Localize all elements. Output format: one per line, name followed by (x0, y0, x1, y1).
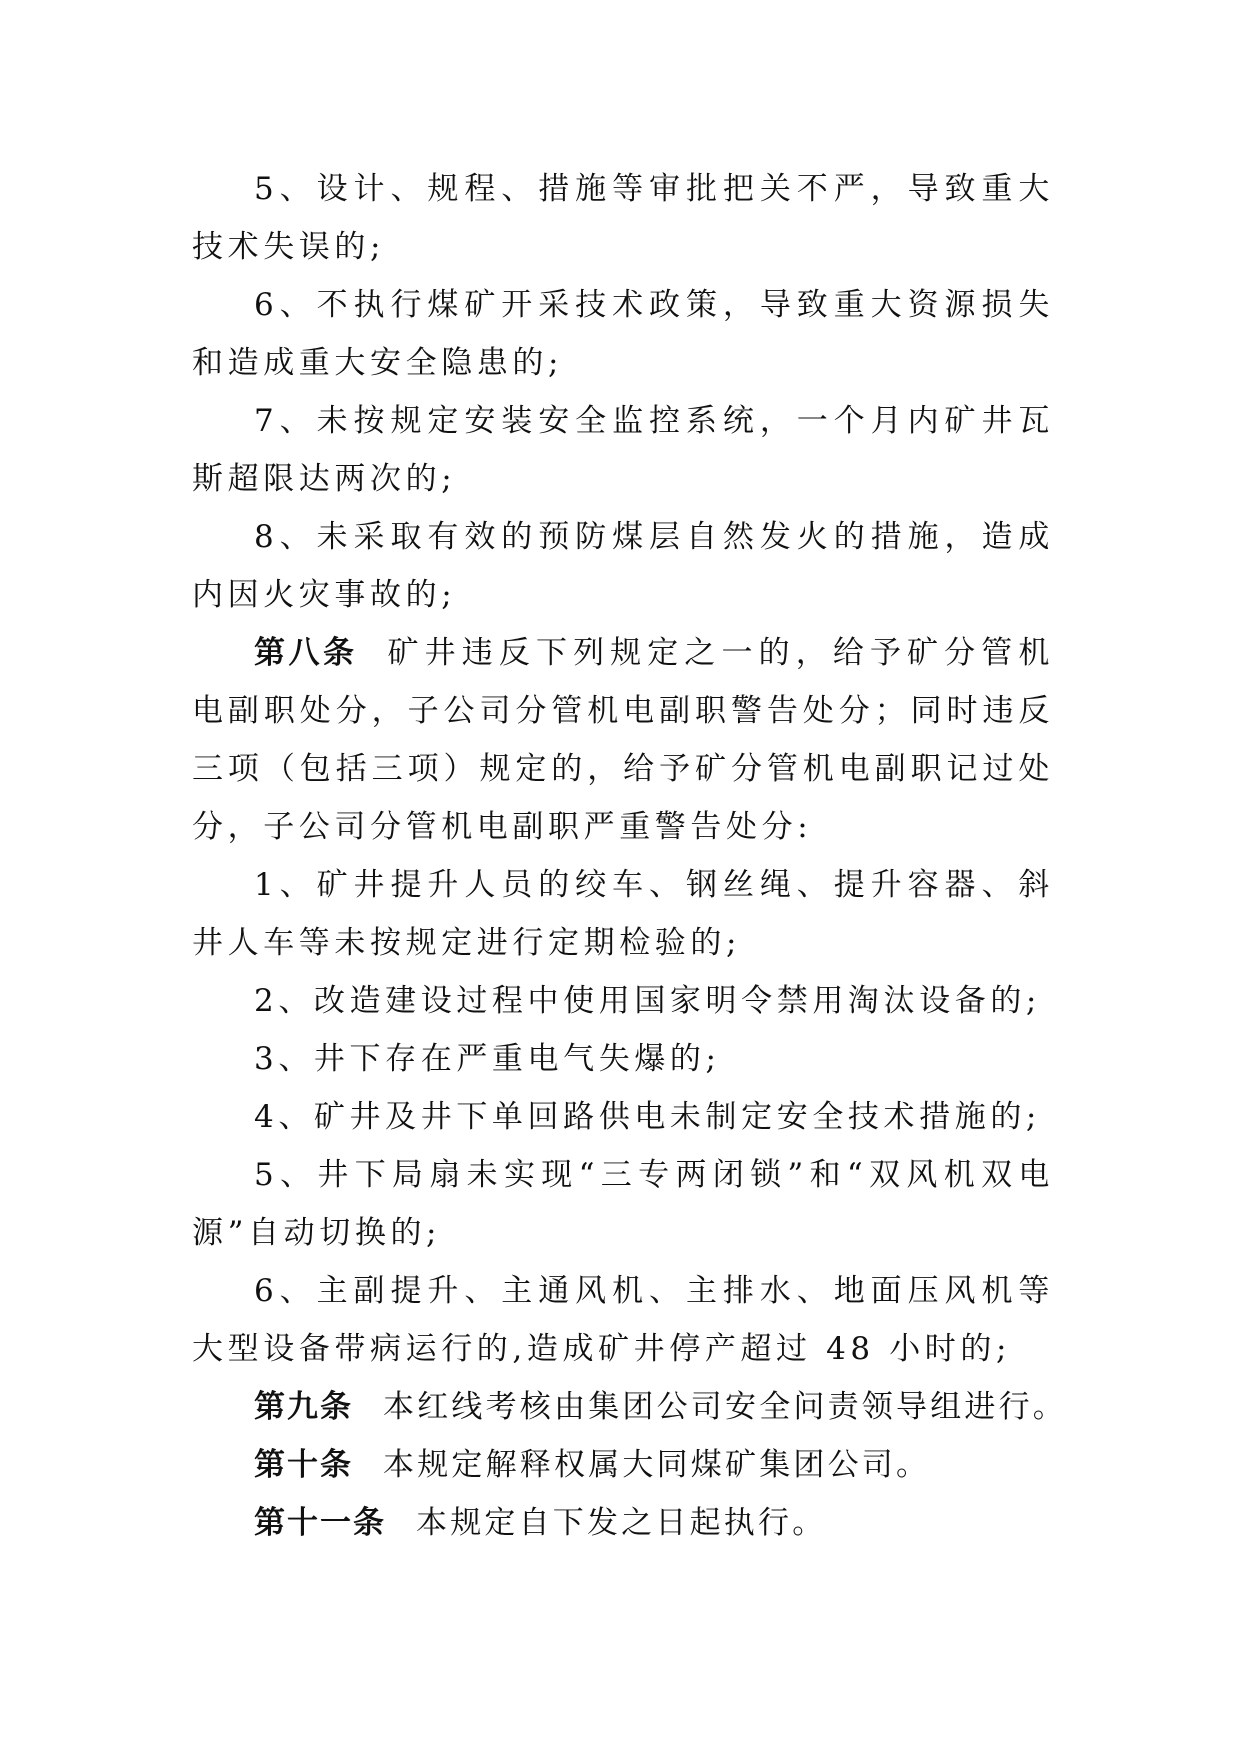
article-text: 本规定自下发之日起执行。 (416, 1505, 827, 1541)
article-8-item-3 (192, 1030, 1054, 1088)
article-text: 本规定解释权属大同煤矿集团公司。 (383, 1447, 931, 1483)
article-8-item-2 (192, 972, 1054, 1030)
paragraph-item-6 (192, 276, 1054, 392)
paragraph-item-8 (192, 508, 1054, 624)
article-heading: 第九条 (254, 1389, 353, 1425)
paragraph-text: 1、矿井提升人员的绞车、钢丝绳、提升容器、斜井人车等未按规定进行定期检验的; (192, 867, 1054, 961)
article-heading: 第十条 (254, 1447, 353, 1483)
paragraph-text: 6、主副提升、主通风机、主排水、地面压风机等大型设备带病运行的,造成矿井停产超过 48 小时的; (192, 1273, 1054, 1367)
paragraph-text: 3、井下存在严重电气失爆的; (254, 1041, 721, 1077)
article-9 (192, 1378, 1067, 1436)
paragraph-text: 5、设计、规程、措施等审批把关不严，导致重大技术失误的; (192, 171, 1054, 265)
paragraph-text: 4、矿井及井下单回路供电未制定安全技术措施的; (254, 1099, 1041, 1135)
paragraph-text: 2、改造建设过程中使用国家明令禁用淘汰设备的; (254, 983, 1041, 1019)
article-8-item-1 (192, 856, 1054, 972)
paragraph-text: 7、未按规定安装安全监控系统，一个月内矿井瓦斯超限达两次的; (192, 403, 1054, 497)
paragraph-item-5 (192, 160, 1054, 276)
article-8-item-4 (192, 1088, 1054, 1146)
article-text: 矿井违反下列规定之一的，给予矿分管机电副职处分，子公司分管机电副职警告处分；同时违反三项（包括三项）规定的，给予矿分管机电副职记过处分，子公司分管机电副职严重警告处分: (192, 635, 1054, 845)
paragraph-text: 6、不执行煤矿开采技术政策，导致重大资源损失和造成重大安全隐患的; (192, 287, 1054, 381)
paragraph-item-7 (192, 392, 1054, 508)
paragraph-text: 5、井下局扇未实现“三专两闭锁”和“双风机双电源”自动切换的; (192, 1157, 1054, 1251)
article-8-item-5 (192, 1146, 1054, 1262)
article-11 (192, 1494, 1054, 1552)
article-10 (192, 1436, 1054, 1494)
article-text: 本红线考核由集团公司安全问责领导组进行。 (383, 1389, 1067, 1425)
document-body (192, 160, 1067, 1552)
article-heading: 第八条 (254, 635, 358, 671)
article-8 (192, 624, 1054, 856)
paragraph-text: 8、未采取有效的预防煤层自然发火的措施，造成内因火灾事故的; (192, 519, 1054, 613)
article-heading: 第十一条 (254, 1505, 386, 1541)
article-8-item-6 (192, 1262, 1054, 1378)
